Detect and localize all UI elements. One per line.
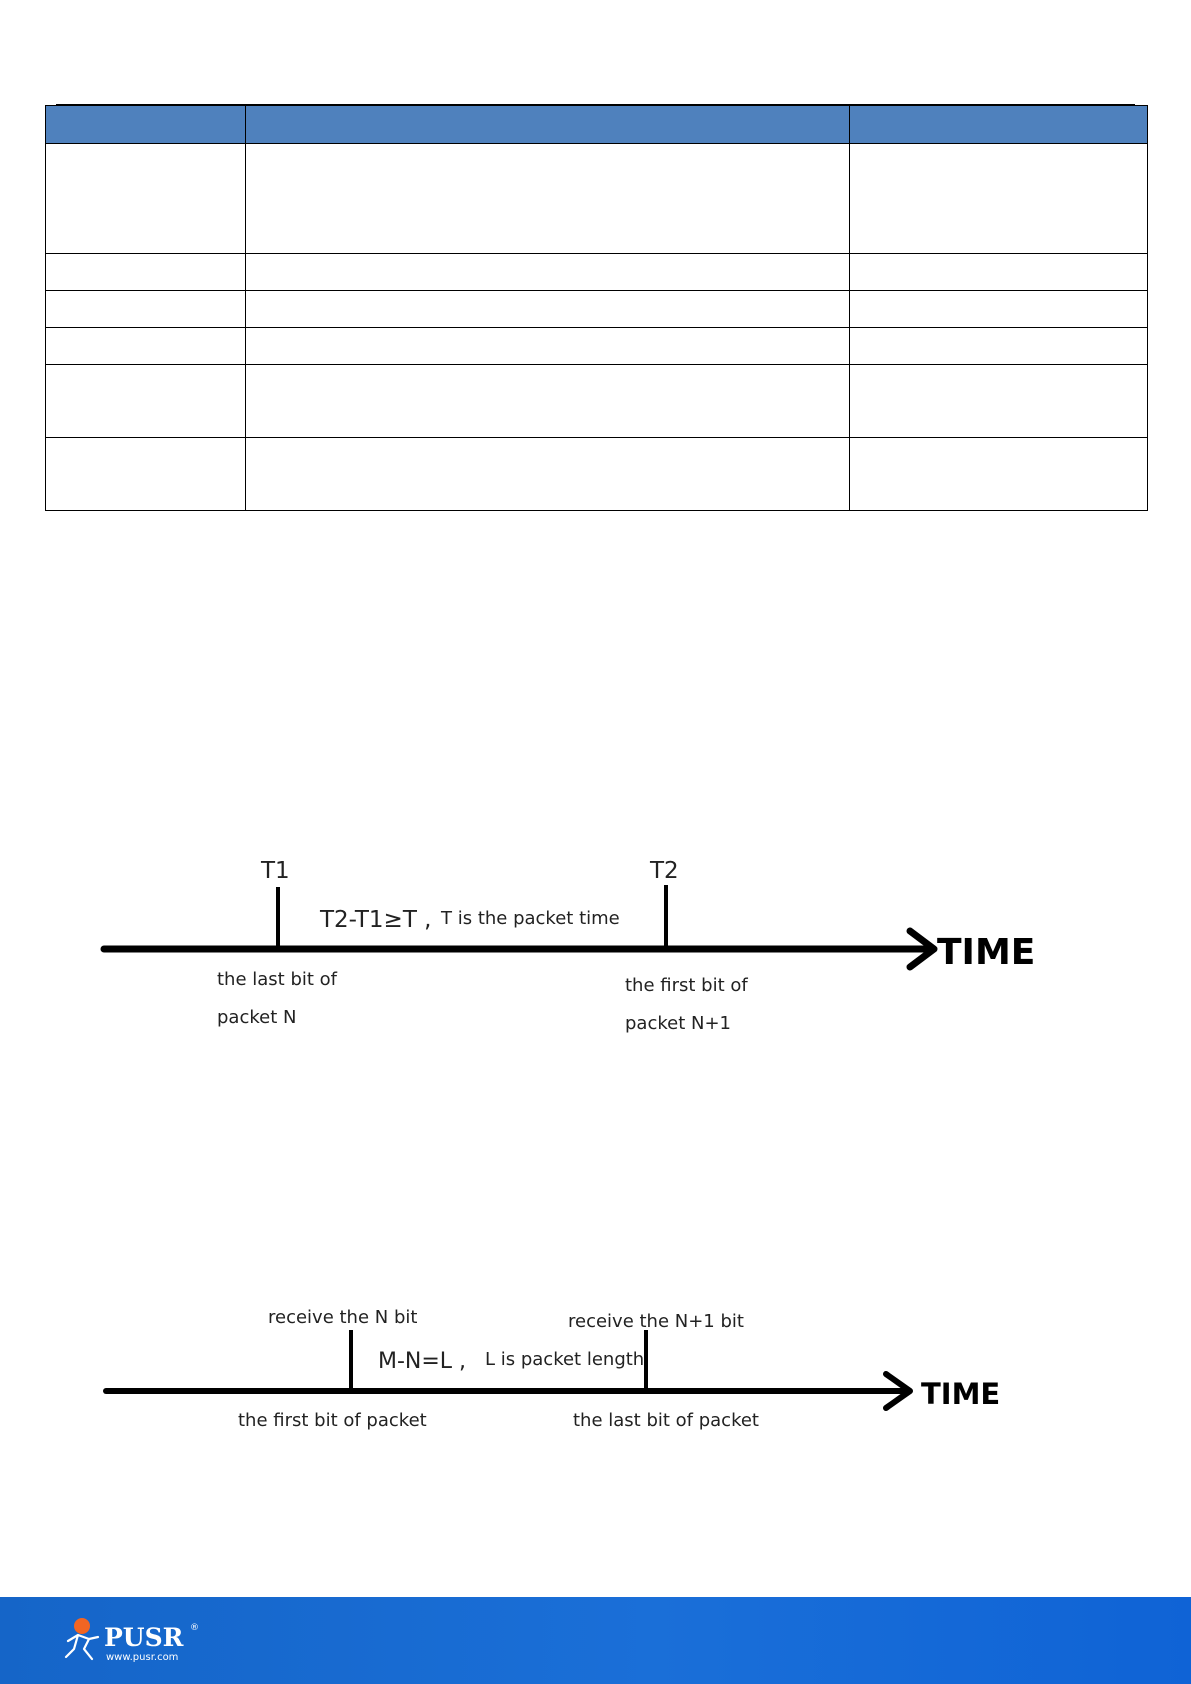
table-cell: [850, 438, 1148, 511]
table-row: [46, 328, 1148, 365]
table-cell: [850, 291, 1148, 328]
table-header-cell: [46, 106, 246, 144]
packet-length-note: L is packet length: [485, 1349, 645, 1370]
table-cell: [850, 144, 1148, 254]
table-cell: [850, 328, 1148, 365]
table-cell: [46, 365, 246, 438]
page-footer: [0, 1597, 1191, 1684]
packet-length-formula: M-N=L ,: [378, 1349, 467, 1374]
table-cell: [46, 291, 246, 328]
t2-label: T2: [650, 858, 679, 884]
table-cell: [46, 328, 246, 365]
first-bit-caption-line2: packet N+1: [625, 1013, 731, 1034]
table-cell: [246, 144, 850, 254]
logo-figure-icon: [66, 1635, 98, 1659]
table-header-cell: [850, 106, 1148, 144]
table-cell: [246, 365, 850, 438]
pusr-logo: [62, 1615, 212, 1665]
table-header-cell: [246, 106, 850, 144]
table-row: [46, 291, 1148, 328]
table-cell: [46, 438, 246, 511]
table-cell: [246, 438, 850, 511]
t1-label: T1: [261, 858, 290, 884]
table-cell: [46, 254, 246, 291]
table-cell: [850, 365, 1148, 438]
table-row: [46, 144, 1148, 254]
parameter-table: [45, 105, 1148, 511]
packet-length-diagram: [0, 1290, 1191, 1440]
last-bit-caption: the last bit of packet: [573, 1410, 759, 1431]
packet-time-note: T is the packet time: [441, 908, 620, 929]
table-cell: [246, 291, 850, 328]
receive-n-bit-label: receive the N bit: [268, 1307, 418, 1328]
logo-registered-mark: ®: [190, 1623, 199, 1633]
logo-website: www.pusr.com: [106, 1652, 179, 1663]
time-axis-label: TIME: [921, 1377, 1001, 1411]
table-cell: [46, 144, 246, 254]
time-axis-label: TIME: [937, 932, 1036, 973]
logo-dot-icon: [74, 1618, 90, 1634]
packet-time-diagram: [0, 840, 1191, 1040]
table-cell: [850, 254, 1148, 291]
table-cell: [246, 328, 850, 365]
table-row: [46, 365, 1148, 438]
first-bit-caption: the first bit of packet: [238, 1410, 427, 1431]
table-cell: [246, 254, 850, 291]
last-bit-caption-line2: packet N: [217, 1007, 297, 1028]
table-header-row: [46, 106, 1148, 144]
table-row: [46, 254, 1148, 291]
packet-time-formula: T2-T1≥T ,: [320, 907, 432, 933]
logo-brand: PUSR: [104, 1623, 184, 1652]
table-row: [46, 438, 1148, 511]
first-bit-caption-line1: the first bit of: [625, 975, 748, 996]
receive-n-plus-1-bit-label: receive the N+1 bit: [568, 1311, 744, 1332]
last-bit-caption-line1: the last bit of: [217, 969, 338, 990]
